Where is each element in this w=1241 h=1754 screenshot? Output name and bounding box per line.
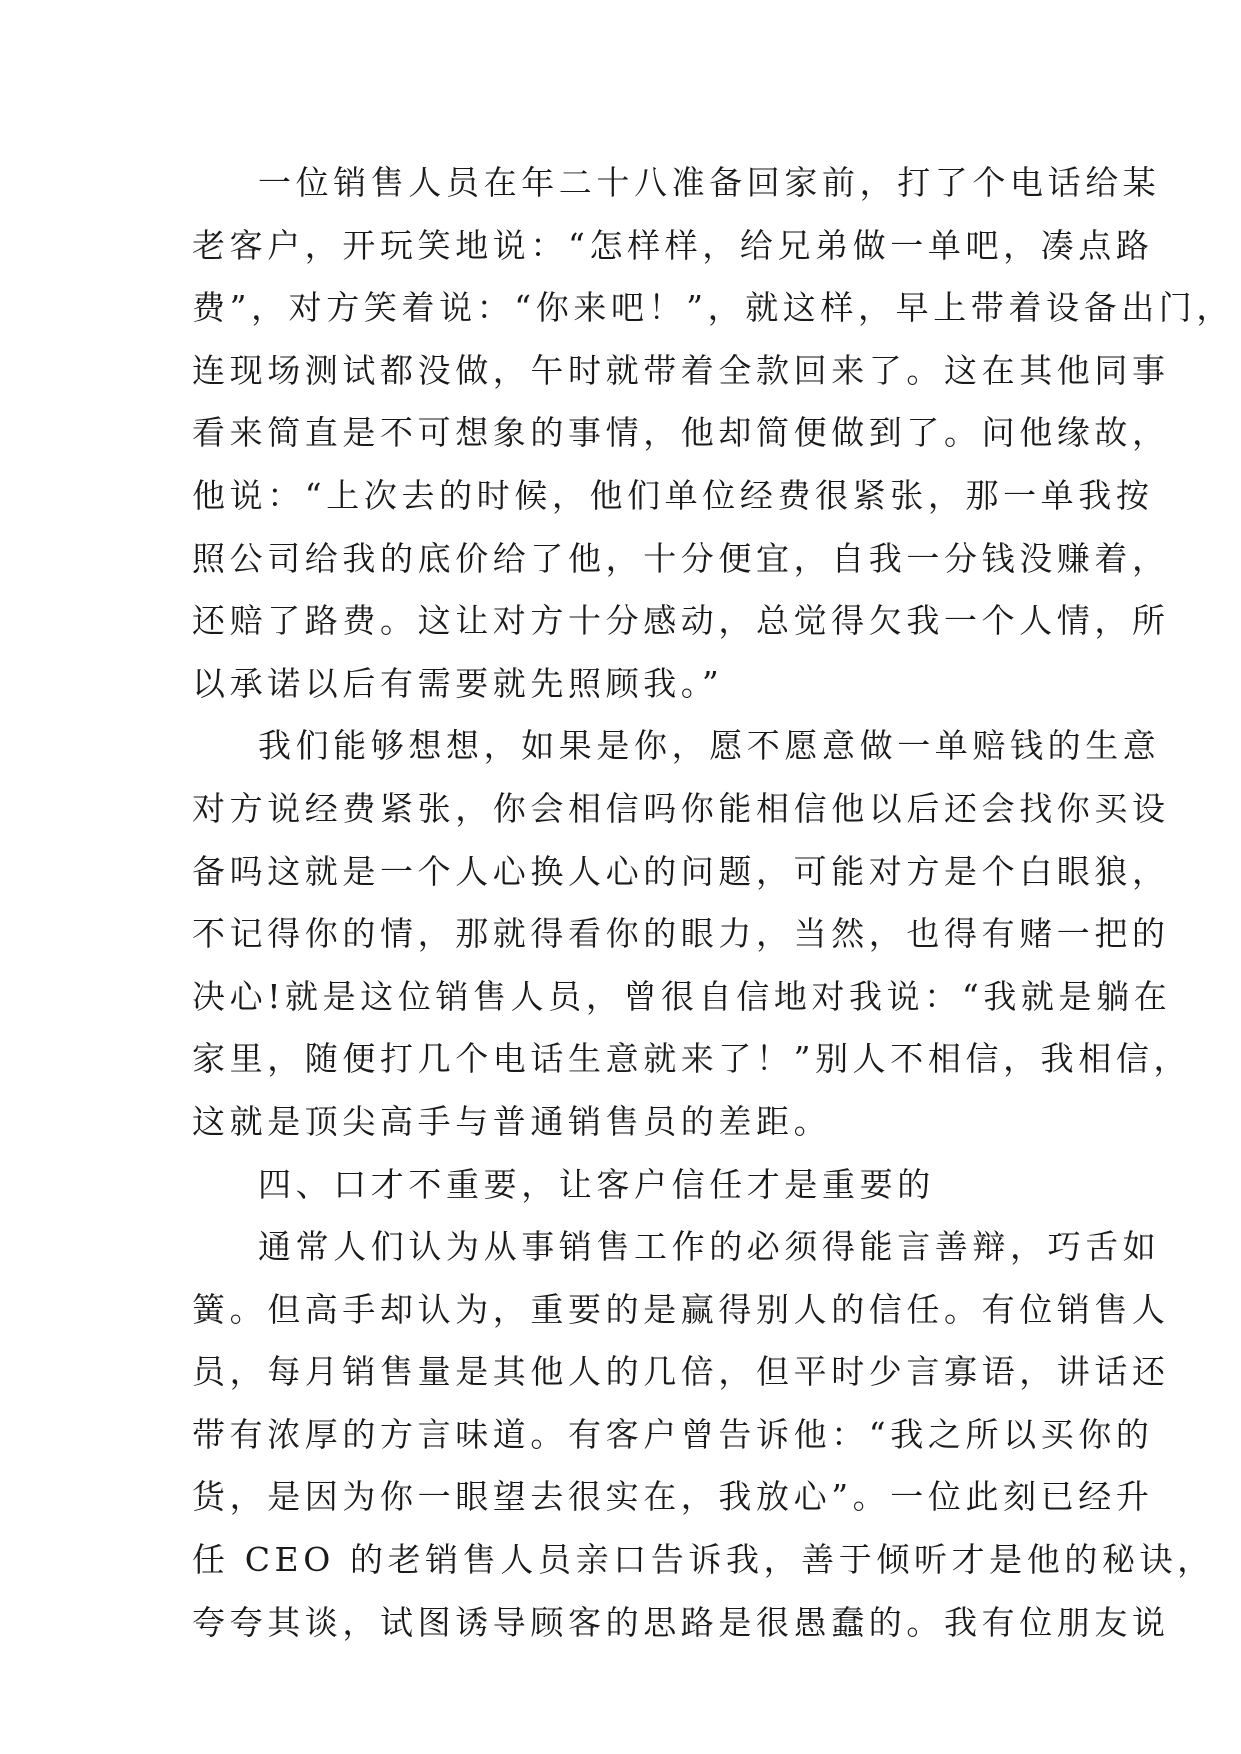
paragraph-line: 货，是因为你一眼望去很实在，我放心”。一位此刻已经升 [192,1477,1154,1517]
paragraph-line: 他说：“上次去的时候，他们单位经费很紧张，那一单我按 [192,475,1154,515]
paragraph-line: 家里，随便打几个电话生意就来了！”别人不相信，我相信， [192,1039,1192,1079]
paragraph-line: 还赔了路费。这让对方十分感动，总觉得欠我一个人情，所 [192,601,1170,641]
paragraph-line: 看来简直是不可想象的事情，他却简便做到了。问他缘故， [192,413,1170,453]
document-body [192,152,1235,1654]
paragraph-line: 夸夸其谈，试图诱导顾客的思路是很愚蠢的。我有位朋友说 [192,1602,1170,1642]
paragraph-line: 照公司给我的底价给了他，十分便宜，自我一分钱没赚着， [192,538,1170,578]
paragraph-line: 费”，对方笑着说：“你来吧！”，就这样，早上带着设备出门， [192,288,1235,328]
paragraph-line: 对方说经费紧张，你会相信吗你能相信他以后还会找你买设 [192,788,1170,828]
paragraph-line: 通常人们认为从事销售工作的必须得能言善辩，巧舌如 [258,1227,1161,1267]
paragraph-line: 簧。但高手却认为，重要的是赢得别人的信任。有位销售人 [192,1289,1170,1329]
paragraph-line: 连现场测试都没做，午时就带着全款回来了。这在其他同事 [192,350,1170,390]
paragraph-line: 不记得你的情，那就得看你的眼力，当然，也得有赌一把的 [192,914,1170,954]
paragraph-line: 员，每月销售量是其他人的几倍，但平时少言寡语，讲话还 [192,1352,1170,1392]
paragraph-line: 老客户，开玩笑地说：“怎样样，给兄弟做一单吧，凑点路 [192,225,1154,265]
paragraph-line: 一位销售人员在年二十八准备回家前，打了个电话给某 [258,163,1161,202]
paragraph-line: 任 CEO 的老销售人员亲口告诉我，善于倾听才是他的秘诀， [192,1540,1215,1580]
section-heading: 四、口才不重要，让客户信任才是重要的 [258,1164,935,1204]
paragraph-line: 我们能够想想，如果是你，愿不愿意做一单赔钱的生意 [258,726,1161,766]
paragraph-line: 以承诺以后有需要就先照顾我。” [192,663,724,703]
paragraph-line: 决心!就是这位销售人员，曾很自信地对我说：“我就是躺在 [192,976,1172,1016]
paragraph-line: 带有浓厚的方言味道。有客户曾告诉他：“我之所以买你的 [192,1414,1154,1454]
paragraph-line: 这就是顶尖高手与普通销售员的差距。 [192,1101,832,1141]
paragraph-line: 备吗这就是一个人心换人心的问题，可能对方是个白眼狼， [192,851,1170,891]
